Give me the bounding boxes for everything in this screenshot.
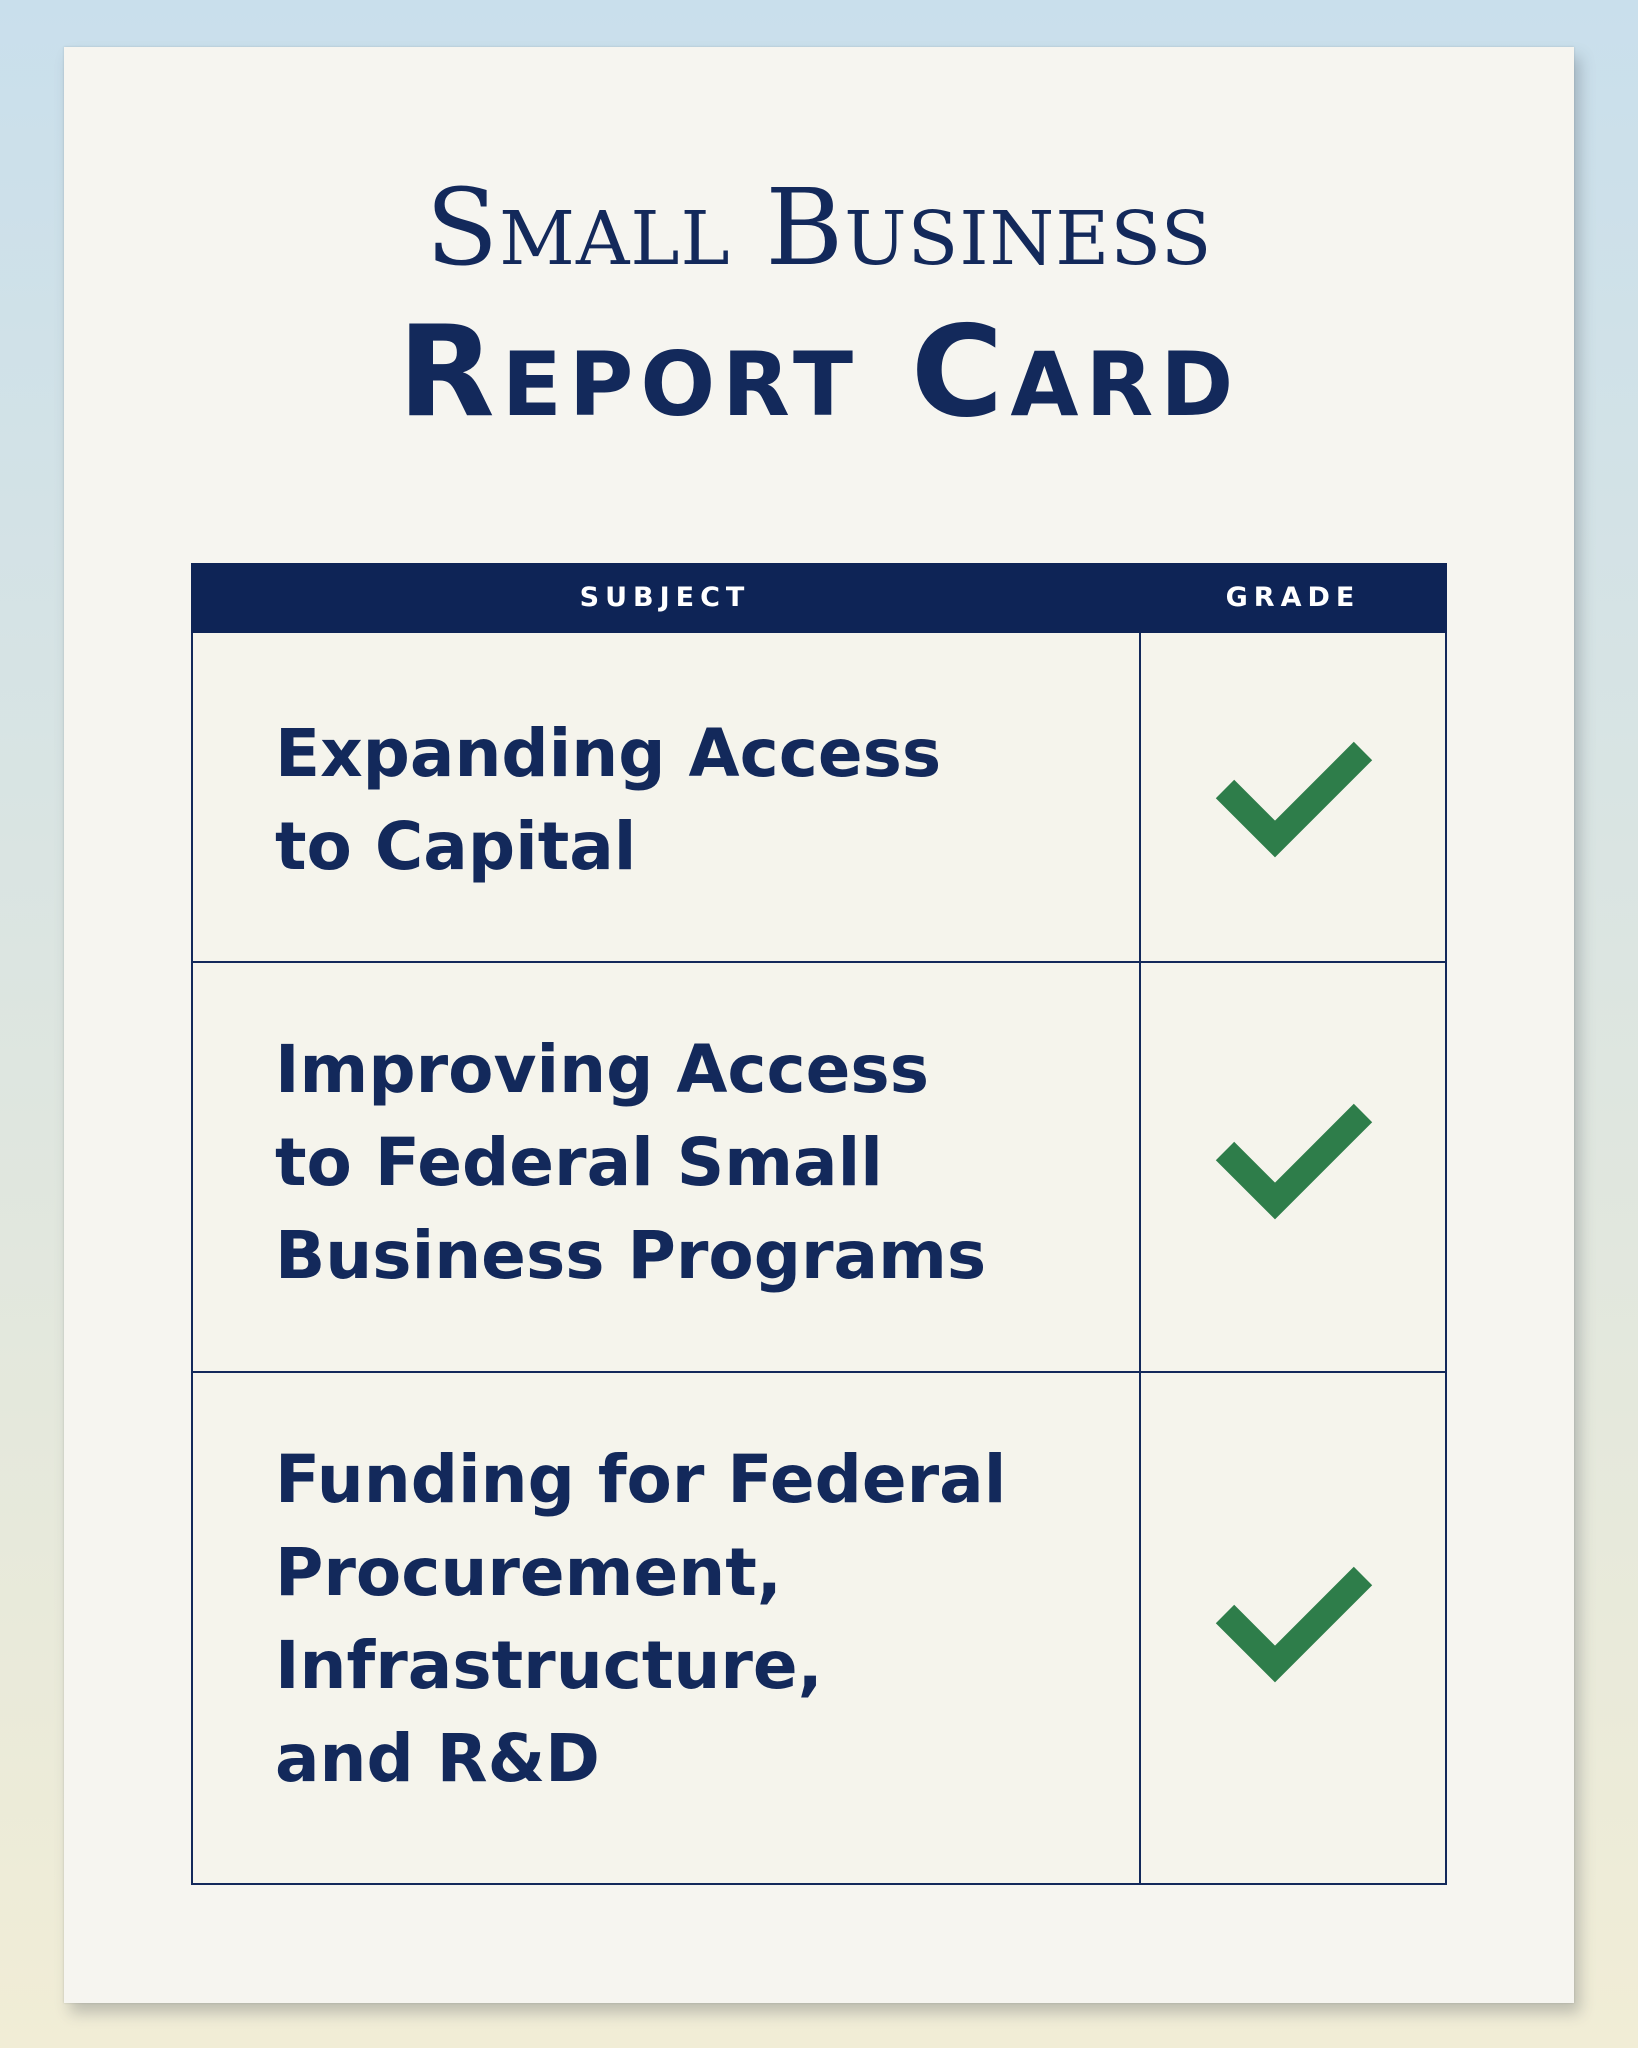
table-header [191, 563, 1447, 633]
header-subject: SUBJECT [579, 582, 751, 613]
table-row [193, 633, 1445, 961]
table-row [193, 1373, 1445, 1885]
title-report-card: Report Card [397, 298, 1241, 445]
subject-label: Funding for Federal Procurement, Infrastructure, and R&D [275, 1441, 1007, 1797]
report-card [64, 47, 1574, 2003]
check-icon [1213, 734, 1378, 859]
grades-table [191, 563, 1447, 1885]
subject-label: Improving Access to Federal Small Business Programs [275, 1031, 987, 1294]
check-icon [1213, 1559, 1378, 1684]
table-row [193, 963, 1445, 1371]
title-small-business: Small Business [425, 166, 1213, 289]
header-grade: GRADE [1225, 582, 1361, 613]
subject-label: Expanding Access to Capital [275, 715, 942, 885]
check-icon [1213, 1096, 1378, 1221]
